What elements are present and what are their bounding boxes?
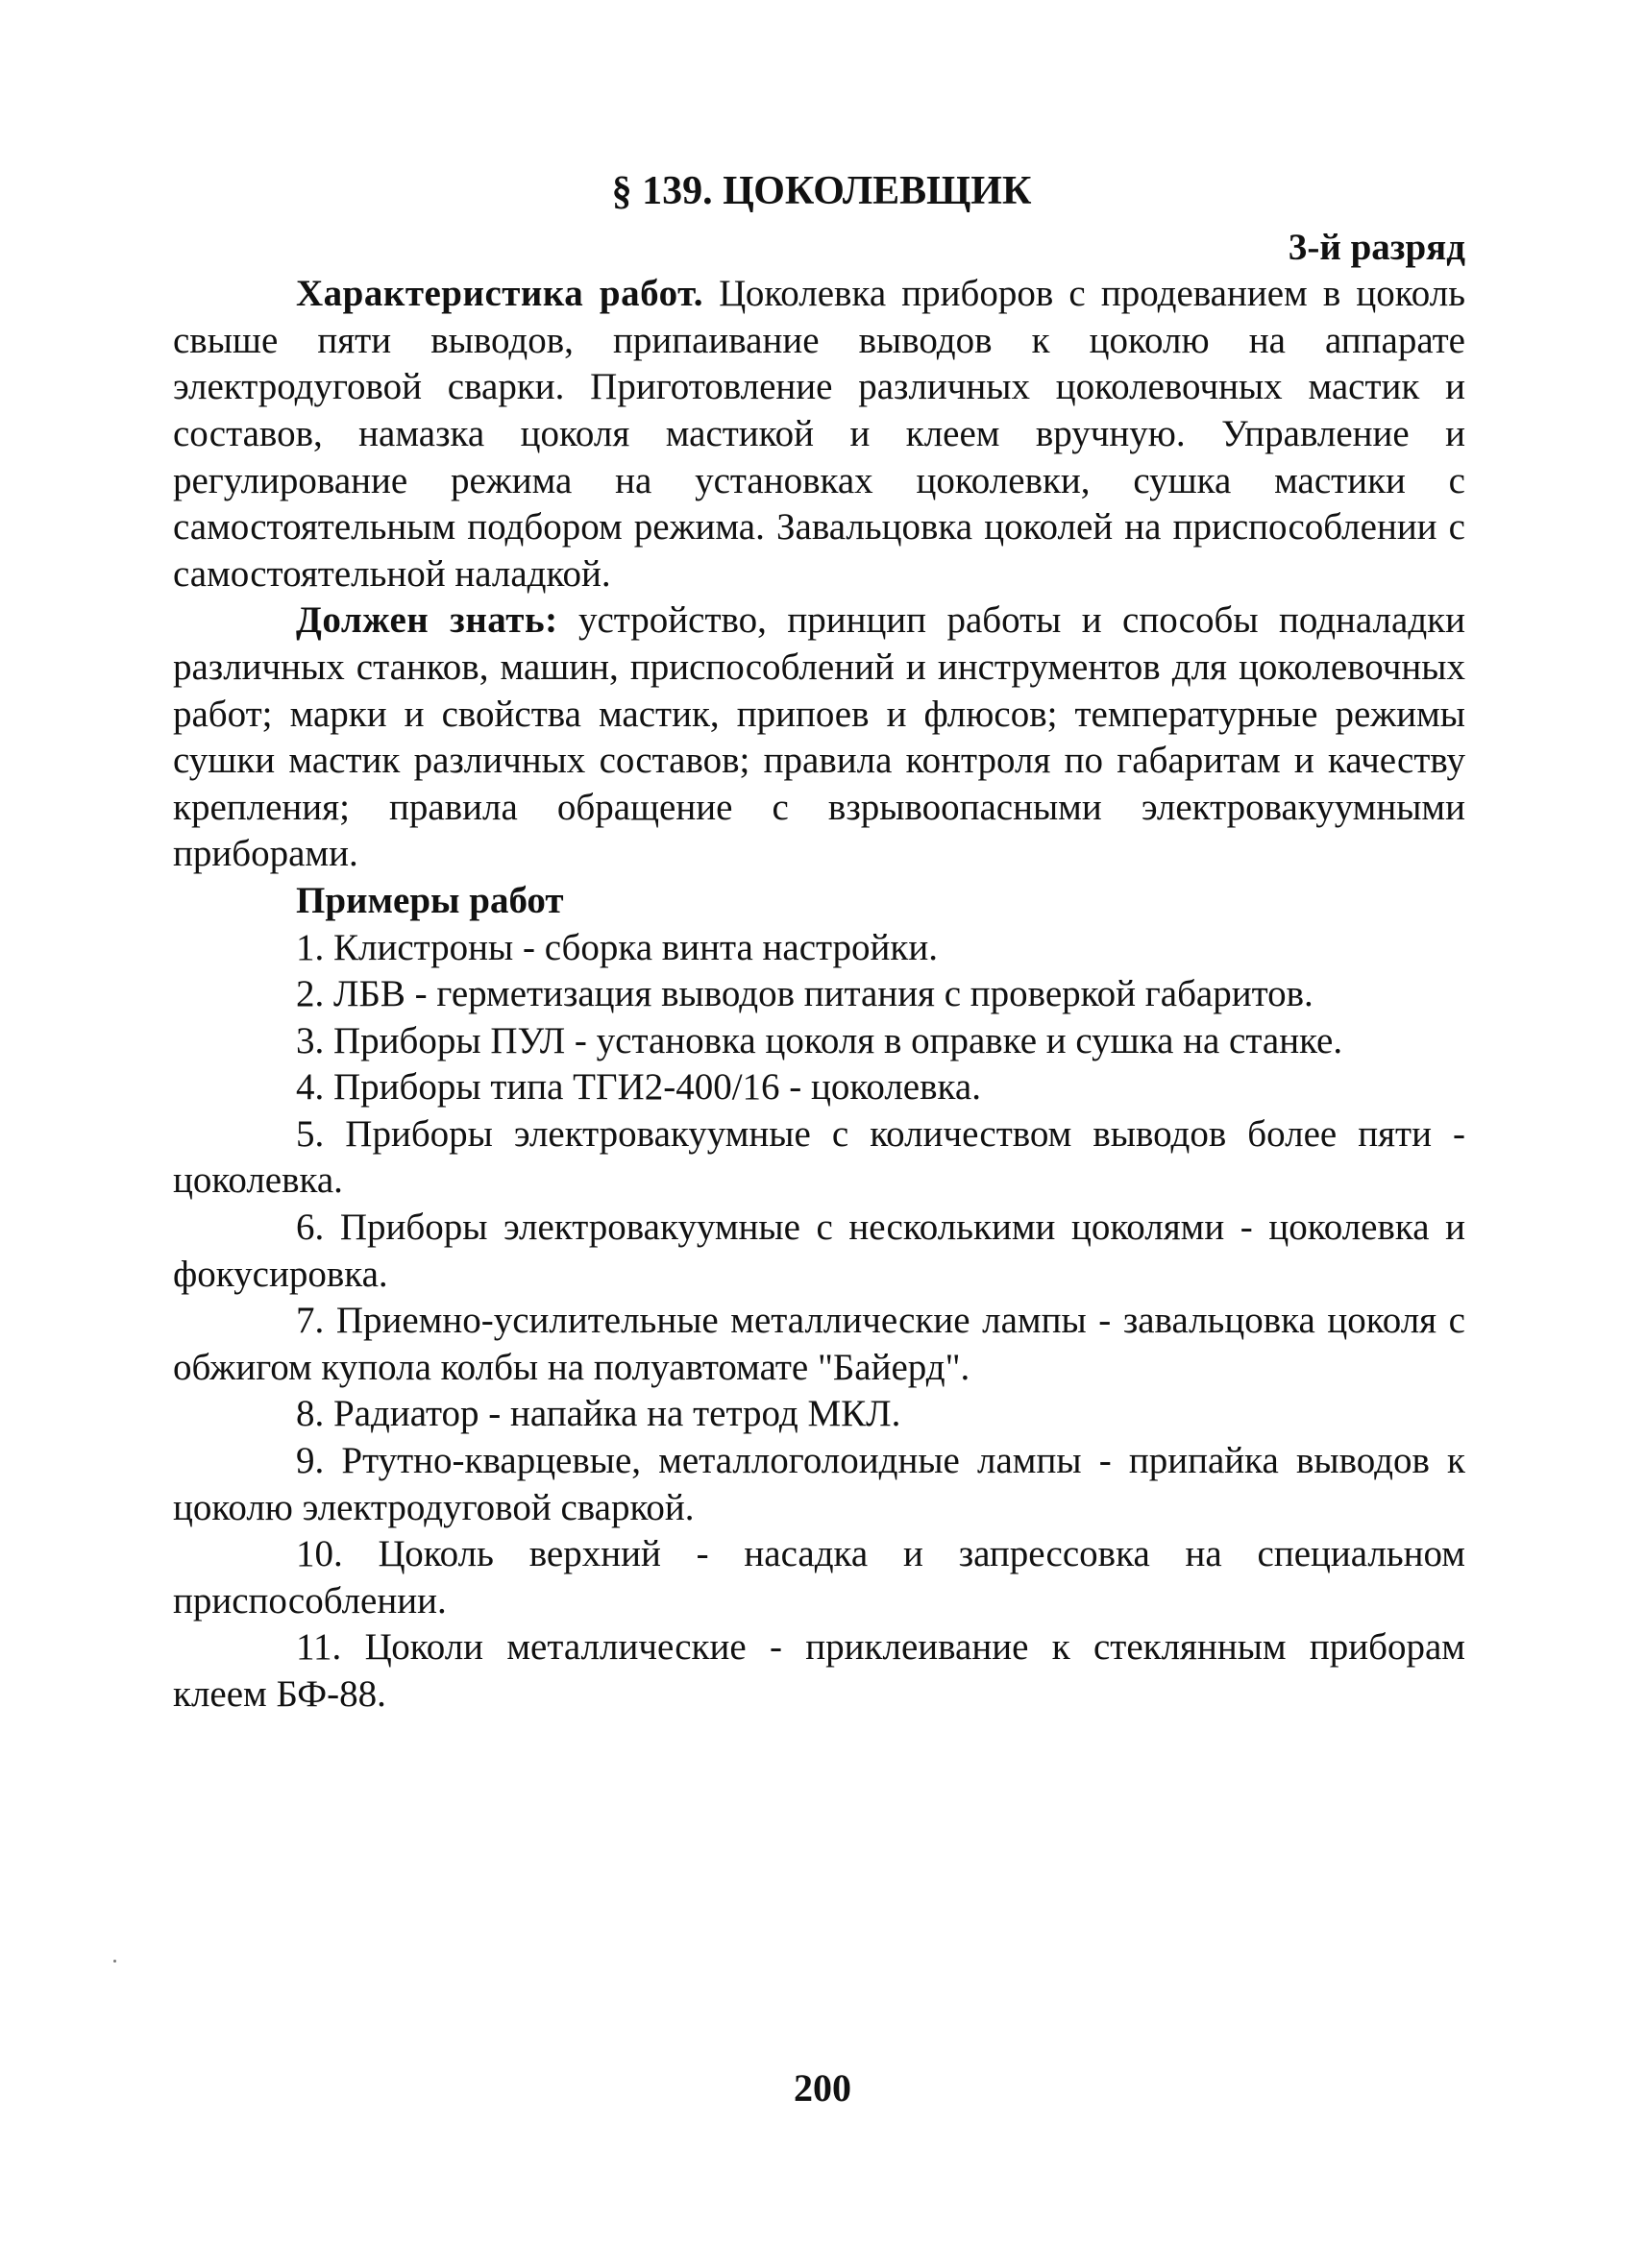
example-item: 9. Ртутно-кварцевые, металлоголоидные лампы - припайка выводов к цоколю электродуговой сваркой.: [173, 1440, 1465, 1528]
example-item: 6. Приборы электровакуумные с несколькими цоколями - цоколевка и фокусировка.: [173, 1207, 1465, 1295]
section-title: § 139. ЦОКОЛЕВЩИК: [611, 169, 1032, 213]
examples-heading: Примеры работ: [296, 879, 564, 921]
knowledge-lead: Должен знать:: [296, 599, 558, 642]
grade-label: 3-й разряд: [1288, 226, 1465, 268]
example-item: 7. Приемно-усилительные металлические лампы - завальцовка цоколя с обжигом купола колбы на полуавтомате "Байерд".: [173, 1300, 1465, 1388]
example-item: 10. Цоколь верхний - насадка и запрессовка на специальном приспособлении.: [173, 1533, 1465, 1622]
characteristic-paragraph: [173, 271, 1465, 597]
scan-speck: [113, 1960, 116, 1963]
example-item: 1. Клистроны - сборка винта настройки.: [296, 926, 938, 968]
example-item: 2. ЛБВ - герметизация выводов питания с проверкой габаритов.: [296, 973, 1314, 1015]
example-item: 4. Приборы типа ТГИ2-400/16 - цоколевка.: [296, 1066, 981, 1109]
document-page: [173, 144, 1465, 1719]
characteristic-text: Цоколевка приборов с продеванием в цоколь свыше пяти выводов, припаивание выводов к цоколю на аппарате электродуговой сварки. Приготовление различных цоколевочных мастик и составов, намазка цоколя мастикой и клеем вручную. Управление и регулирование режима на установках цоколевки, сушка мастики с самостоятельным подбором режима. Завальцовка цоколей на приспособлении с самостоятельной наладкой.: [173, 273, 1465, 595]
example-item: 3. Приборы ПУЛ - установка цоколя в оправке и сушка на станке.: [296, 1019, 1343, 1061]
page-number: 200: [794, 2066, 851, 2109]
example-item: 11. Цоколи металлические - приклеивание к стеклянным приборам клеем БФ-88.: [173, 1626, 1465, 1715]
knowledge-text: устройство, принцип работы и способы подналадки различных станков, машин, приспособлений и инструментов для цоколевочных работ; марки и свойства мастик, припоев и флюсов; температурные режимы сушки мастик различных составов; правила контроля по габаритам и качеству крепления; правила обращение с взрывоопасными электровакуумными приборами.: [173, 599, 1465, 875]
example-item: 8. Радиатор - напайка на тетрод МКЛ.: [296, 1393, 901, 1435]
example-item: 5. Приборы электровакуумные с количеством выводов более пяти - цоколевка.: [173, 1112, 1465, 1202]
knowledge-paragraph: [173, 597, 1465, 878]
characteristic-lead: Характеристика работ.: [296, 273, 704, 315]
